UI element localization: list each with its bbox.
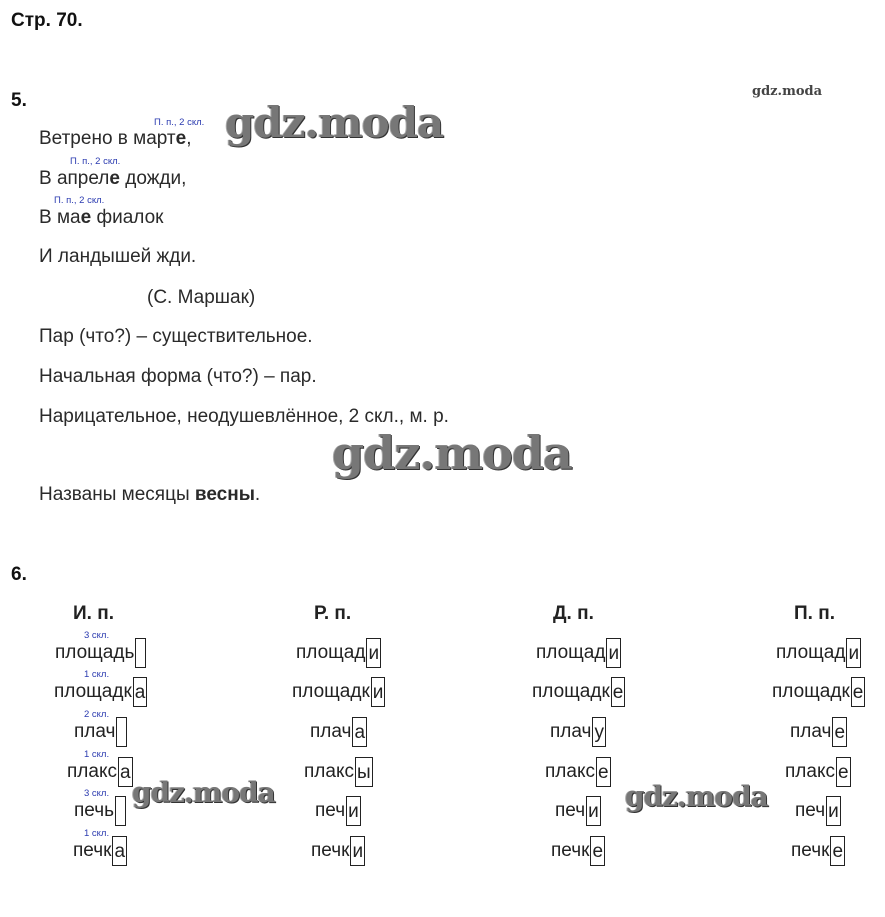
table-cell — [790, 717, 847, 747]
watermark: gdz.moda — [332, 426, 572, 480]
poem-line: И ландышей жди. — [39, 246, 197, 267]
ending-box: и — [366, 638, 381, 668]
word-stem: печь — [74, 800, 115, 821]
ending-box: а — [352, 717, 367, 747]
word-stem: плакс — [304, 761, 354, 782]
table-cell — [296, 638, 381, 668]
ending-box: е — [832, 717, 847, 747]
table-cell — [292, 677, 385, 707]
word-stem: печ — [795, 800, 826, 821]
word-stem: площадк — [532, 681, 610, 702]
table-cell — [551, 836, 605, 866]
table-cell — [310, 717, 367, 747]
table-cell — [54, 677, 147, 707]
table-cell — [550, 717, 606, 747]
declension-note: 3 скл. — [84, 630, 110, 641]
task5-number: 5. — [11, 90, 27, 111]
word-stem: площадк — [54, 681, 132, 702]
ending-box: и — [606, 638, 621, 668]
page-title: Стр. 70. — [11, 10, 83, 31]
declension-note: 2 скл. — [84, 709, 110, 720]
word-stem: площад — [536, 642, 606, 663]
declension-note: 1 скл. — [84, 669, 110, 680]
table-cell — [545, 757, 611, 787]
word-stem: площадь — [55, 642, 135, 663]
case-note: П. п., 2 скл. — [154, 117, 205, 128]
ending-box: и — [826, 796, 841, 826]
watermark: gdz.moda — [225, 98, 444, 147]
table-cell — [315, 796, 361, 826]
ending-box: и — [350, 836, 365, 866]
ending-box: и — [346, 796, 361, 826]
column-header-prepositional: П. п. — [794, 603, 835, 624]
table-cell — [67, 757, 133, 787]
table-cell — [536, 638, 621, 668]
table-cell — [555, 796, 601, 826]
ending-box: е — [836, 757, 851, 787]
ending-box: а — [112, 836, 127, 866]
column-header-genitive: Р. п. — [314, 603, 352, 624]
ending-box: ы — [355, 757, 373, 787]
ending-box: а — [118, 757, 133, 787]
word-stem: печк — [791, 840, 830, 861]
watermark: gdz.moda — [132, 776, 275, 809]
column-header-nominative: И. п. — [73, 603, 114, 624]
table-cell — [304, 757, 373, 787]
table-cell — [776, 638, 861, 668]
ending-box: и — [846, 638, 861, 668]
poem-author: (С. Маршак) — [147, 287, 256, 308]
declension-note: 3 скл. — [84, 788, 110, 799]
ending-box: и — [371, 677, 386, 707]
word-stem: плакс — [545, 761, 595, 782]
ending-box — [115, 796, 126, 826]
ending-box: е — [611, 677, 626, 707]
word-stem: печ — [315, 800, 346, 821]
analysis-line: Начальная форма (что?) – пар. — [39, 366, 317, 387]
ending-box: и — [586, 796, 601, 826]
table-cell — [795, 796, 841, 826]
ending-box: е — [830, 836, 845, 866]
table-cell — [55, 638, 146, 668]
word-stem: печк — [73, 840, 112, 861]
word-stem: печ — [555, 800, 586, 821]
case-note: П. п., 2 скл. — [54, 195, 105, 206]
poem-line: В мае фиалок — [39, 207, 164, 228]
table-cell — [74, 796, 126, 826]
table-cell — [311, 836, 365, 866]
watermark: gdz.moda — [625, 780, 768, 813]
word-stem: плач — [790, 721, 832, 742]
word-stem: плач — [310, 721, 352, 742]
word-stem: печк — [311, 840, 350, 861]
word-stem: площад — [296, 642, 366, 663]
table-cell — [73, 836, 127, 866]
table-cell — [785, 757, 851, 787]
word-stem: площадк — [772, 681, 850, 702]
table-cell — [74, 717, 127, 747]
conclusion: Названы месяцы весны. — [39, 484, 261, 505]
word-stem: плакс — [785, 761, 835, 782]
analysis-line: Пар (что?) – существительное. — [39, 326, 313, 347]
declension-note: 1 скл. — [84, 828, 110, 839]
word-stem: плач — [550, 721, 592, 742]
word-stem: площадк — [292, 681, 370, 702]
watermark-small: gdz.moda — [752, 84, 823, 99]
table-cell — [532, 677, 625, 707]
table-cell — [772, 677, 865, 707]
ending-box: а — [133, 677, 148, 707]
ending-box — [135, 638, 146, 668]
case-note: П. п., 2 скл. — [70, 156, 121, 167]
word-stem: плач — [74, 721, 116, 742]
word-stem: плакс — [67, 761, 117, 782]
ending-box: е — [851, 677, 866, 707]
table-cell — [791, 836, 845, 866]
ending-box — [116, 717, 127, 747]
word-stem: печк — [551, 840, 590, 861]
word-stem: площад — [776, 642, 846, 663]
poem-line: Ветрено в марте, — [39, 128, 192, 149]
column-header-dative: Д. п. — [553, 603, 594, 624]
poem-line: В апреле дожди, — [39, 168, 187, 189]
ending-box: у — [592, 717, 606, 747]
ending-box: е — [596, 757, 611, 787]
declension-note: 1 скл. — [84, 749, 110, 760]
ending-box: е — [590, 836, 605, 866]
analysis-line: Нарицательное, неодушевлённое, 2 скл., м. р. — [39, 406, 449, 427]
task6-number: 6. — [11, 564, 27, 585]
